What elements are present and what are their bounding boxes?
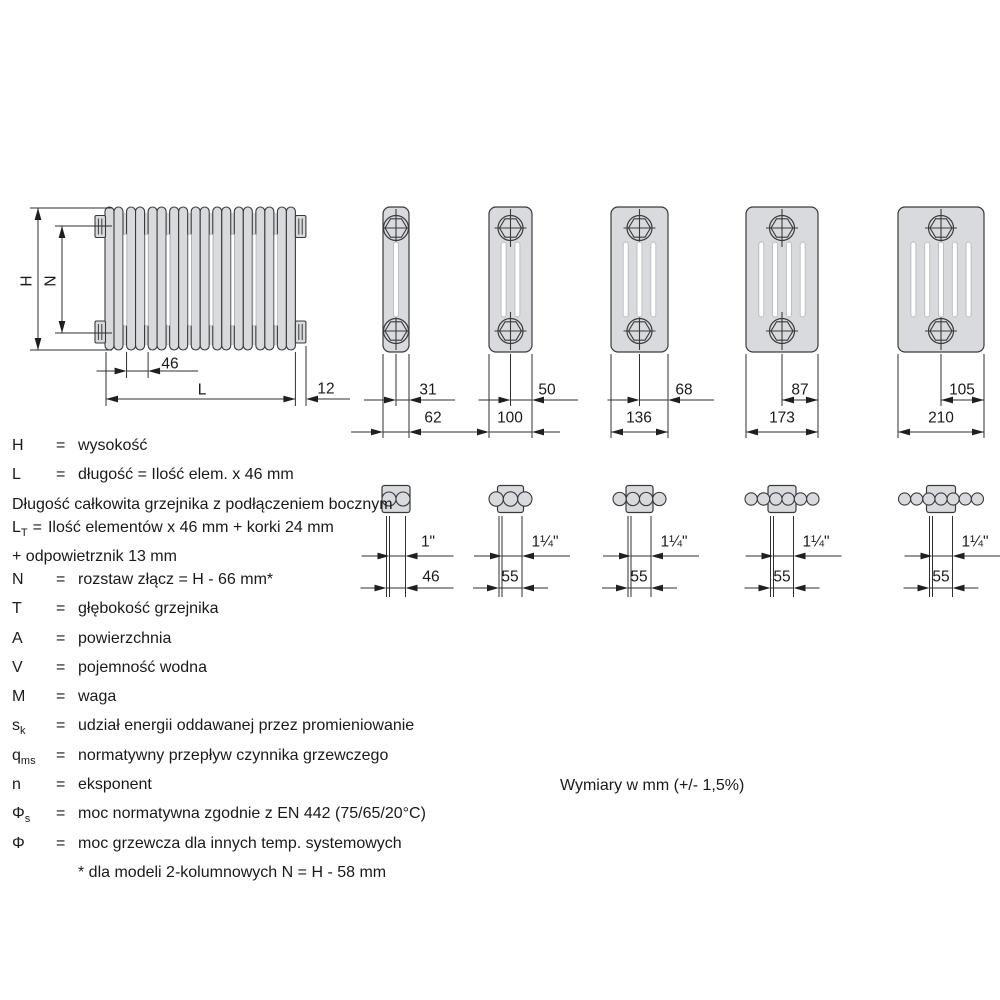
- dim-label-half-depth-4col: 68: [675, 381, 693, 399]
- dim-label-thread-3col: 1¼": [531, 533, 559, 551]
- dim-label-depth-5col: 173: [769, 409, 795, 427]
- dim-label-thread-6col: 1¼": [961, 533, 989, 551]
- legend-row-footnote: * dla modeli 2-kolumnowych N = H - 58 mm: [78, 863, 387, 881]
- legend-row-a: A = powierzchnia: [12, 629, 172, 647]
- dim-label-half-depth-6col: 105: [949, 381, 975, 399]
- dim-label-thread-4col: 1¼": [660, 533, 688, 551]
- legend-row-phi-s: $\Phi_s$ = moc normatywna zgodnie z EN 442 (75/65/20°C): [12, 805, 426, 826]
- dim-label-pitch-4col: 55: [630, 568, 648, 586]
- dim-label-thread-2col: 1": [420, 533, 436, 551]
- dim-label-pitch-2col: 46: [422, 568, 440, 586]
- dim-label-length: L: [197, 381, 207, 399]
- top-view-5col-dimensions: [745, 516, 842, 597]
- legend-row-v: V = pojemność wodna: [12, 658, 207, 676]
- top-view-5col: [745, 486, 819, 513]
- cross-section-3col: [489, 207, 532, 352]
- cross-section-6col: [898, 207, 984, 352]
- legend-row-air-vent: + odpowietrznik 13 mm: [12, 547, 177, 565]
- cross-section-4col-dimensions: [608, 354, 715, 438]
- front-view-radiator: [95, 207, 306, 350]
- legend-row-n: N = rozstaw złącz = H - 66 mm*: [12, 571, 274, 589]
- dim-label-end-extension: 12: [317, 380, 335, 398]
- legend-row-total-length-title: Długość całkowita grzejnika z podłączeniem bocznym: [12, 495, 393, 513]
- cross-section-4col: [611, 207, 668, 352]
- dim-label-half-depth-3col: 50: [538, 381, 556, 399]
- dim-label-height: H: [18, 275, 36, 287]
- dim-label-pitch-6col: 55: [932, 568, 950, 586]
- dimensions-note: Wymiary w mm (+/- 1,5%): [560, 777, 745, 794]
- cross-section-5col: [746, 207, 818, 352]
- dim-label-pitch-5col: 55: [773, 568, 791, 586]
- dim-label-depth-4col: 136: [626, 409, 652, 427]
- dim-label-pitch-3col: 55: [501, 568, 519, 586]
- dim-label-nipple-spacing: N: [42, 275, 60, 287]
- top-view-4col: [613, 486, 666, 513]
- legend-row-l: L = długość = Ilość elem. x 46 mm: [12, 466, 294, 484]
- top-view-4col-dimensions: [602, 516, 699, 597]
- cross-section-2col-dimensions: [351, 354, 461, 438]
- dim-label-half-depth-2col: 31: [419, 381, 437, 399]
- dim-label-depth-6col: 210: [928, 409, 954, 427]
- legend-row-qms: $q_{ms}$ = normatywny przepływ czynnika grzewczego: [12, 746, 389, 767]
- dim-label-depth-3col: 100: [497, 409, 523, 427]
- top-view-6col-dimensions: [904, 516, 1000, 597]
- legend-row-m: M = waga: [12, 688, 117, 706]
- dim-label-thread-5col: 1¼": [802, 533, 830, 551]
- legend-row-sk: $s_k$ = udział energii oddawanej przez promieniowanie: [12, 717, 415, 738]
- legend-row-lt: $L_T$ = Ilość elementów x 46 mm + korki 24 mm: [12, 518, 334, 539]
- legend-row-t: T = głębokość grzejnika: [12, 600, 219, 618]
- dim-label-depth-2col: 62: [424, 409, 442, 427]
- legend-row-exponent: n = eksponent: [12, 776, 152, 793]
- legend: [12, 434, 532, 884]
- legend-row-h: H = wysokość: [12, 437, 148, 454]
- top-view-6col: [899, 486, 984, 513]
- dim-label-half-depth-5col: 87: [791, 381, 809, 399]
- legend-row-phi: Φ = moc grzewcza dla innych temp. systemowych: [12, 834, 402, 852]
- dim-label-element-width: 46: [161, 355, 179, 373]
- cross-section-2col: [383, 207, 409, 352]
